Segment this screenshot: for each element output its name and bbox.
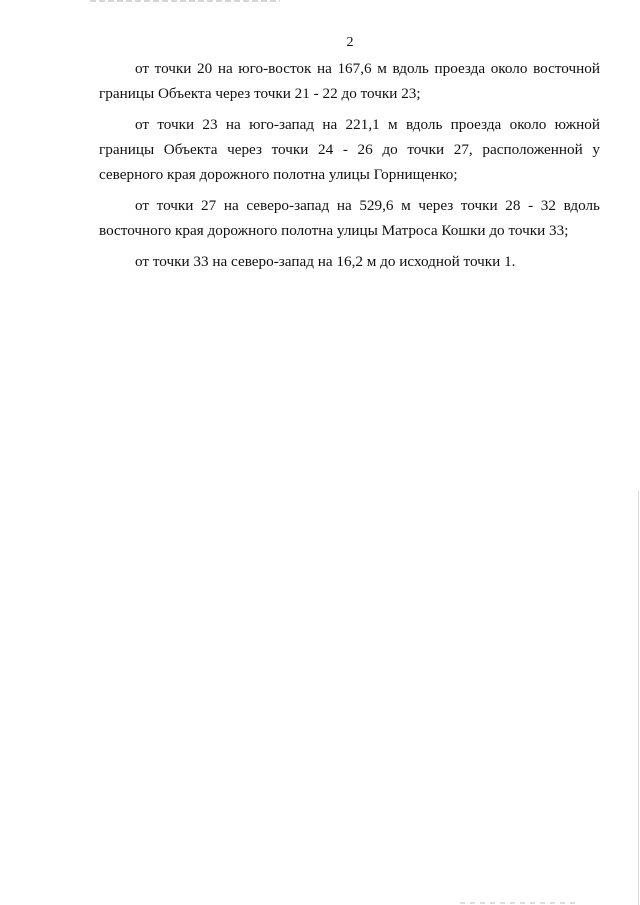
scan-artifact-bottom bbox=[460, 902, 580, 904]
scan-artifact-top bbox=[90, 0, 280, 2]
page-number: 2 bbox=[346, 35, 354, 50]
scan-artifact-right-edge bbox=[638, 490, 639, 905]
paragraph-1: от точки 20 на юго-восток на 167,6 м вдоль проезда около восточной границы Объекта через точки 21 - 22 до точки 23; bbox=[99, 60, 600, 102]
paragraph-3: от точки 27 на северо-запад на 529,6 м через точки 28 - 32 вдоль восточного края дорожного полотна улицы Матроса Кошки до точки 33; bbox=[99, 197, 600, 239]
paragraph-4: от точки 33 на северо-запад на 16,2 м до исходной точки 1. bbox=[135, 253, 516, 270]
document-body bbox=[99, 56, 600, 280]
paragraph-2: от точки 23 на юго-запад на 221,1 м вдоль проезда около южной границы Объекта через точки 24 - 26 до точки 27, расположенной у северного края дорожного полотна улицы Горнищенко; bbox=[99, 116, 600, 183]
